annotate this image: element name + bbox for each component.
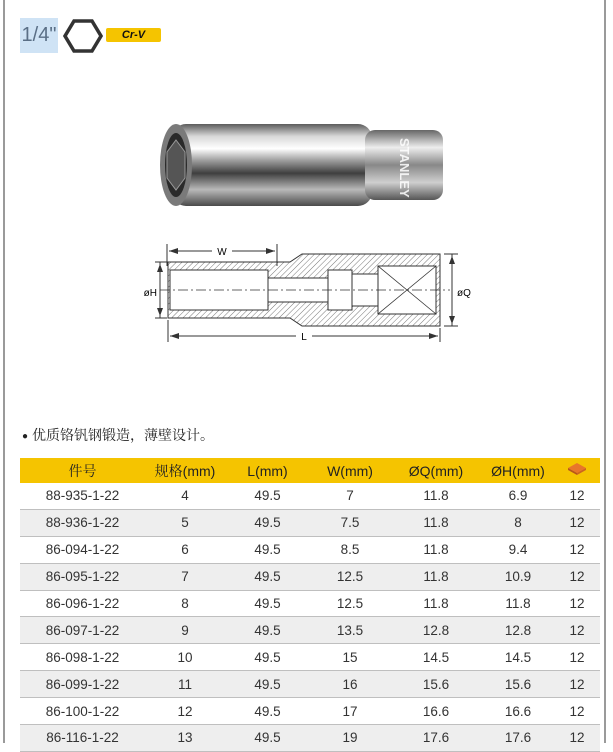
table-cell: 86-098-1-22 [20,644,145,671]
header-length: L(mm) [225,458,310,483]
table-cell: 49.5 [225,563,310,590]
header-outer-diameter: ØQ(mm) [390,458,482,483]
table-cell: 11 [145,671,225,698]
table-cell: 88-936-1-22 [20,509,145,536]
svg-text:STANLEY: STANLEY [397,138,412,198]
table-cell: 11.8 [390,563,482,590]
table-cell: 13.5 [310,617,390,644]
bullet-icon: ● [22,430,29,442]
table-row [20,483,600,509]
hexagon-icon [63,19,103,53]
table-cell: 12 [554,725,600,752]
table-cell: 12 [554,644,600,671]
table-cell: 13 [145,725,225,752]
table-cell: 9.4 [482,536,554,563]
table-cell: 11.8 [390,536,482,563]
table-cell: 5 [145,509,225,536]
table-cell: 12.5 [310,590,390,617]
table-cell: 4 [145,483,225,509]
table-cell: 12.8 [390,617,482,644]
table-cell: 12 [554,483,600,509]
table-row [20,644,600,671]
table-cell: 15.6 [482,671,554,698]
drive-size-badge: 1/4" [20,18,58,53]
page-frame-left [3,0,5,743]
feature-text: 优质铬钒钢锻造，薄壁设计。 [32,427,215,443]
table-cell: 8 [145,590,225,617]
table-cell: 12 [554,536,600,563]
table-cell: 16.6 [390,698,482,725]
table-cell: 49.5 [225,698,310,725]
table-row [20,725,600,752]
table-cell: 86-099-1-22 [20,671,145,698]
material-badge: Cr-V [106,28,161,42]
table-cell: 86-096-1-22 [20,590,145,617]
table-cell: 88-935-1-22 [20,483,145,509]
table-cell: 12 [554,671,600,698]
table-cell: 17.6 [390,725,482,752]
table-cell: 12 [554,617,600,644]
header-part-number: 件号 [20,458,145,483]
table-cell: 86-094-1-22 [20,536,145,563]
table-cell: 14.5 [390,644,482,671]
dimension-h-label: øH [143,288,157,299]
header-size: 规格(mm) [145,458,225,483]
table-cell: 49.5 [225,644,310,671]
dimension-w-label: W [217,247,227,258]
table-cell: 12 [554,509,600,536]
table-cell: 7 [310,483,390,509]
header-width: W(mm) [310,458,390,483]
socket-dimension-drawing [140,236,480,346]
table-cell: 15.6 [390,671,482,698]
table-row [20,671,600,698]
table-cell: 11.8 [390,590,482,617]
table-cell: 86-095-1-22 [20,563,145,590]
header-carton-qty [554,458,600,483]
header-inner-diameter: ØH(mm) [482,458,554,483]
table-row [20,509,600,536]
table-cell: 11.8 [390,509,482,536]
table-cell: 49.5 [225,617,310,644]
table-cell: 12 [145,698,225,725]
table-row [20,563,600,590]
table-cell: 10.9 [482,563,554,590]
table-cell: 17.6 [482,725,554,752]
table-cell: 9 [145,617,225,644]
table-cell: 16.6 [482,698,554,725]
table-cell: 49.5 [225,671,310,698]
table-row [20,617,600,644]
dimension-l-label: L [301,332,307,343]
table-cell: 86-116-1-22 [20,725,145,752]
table-row [20,698,600,725]
table-cell: 49.5 [225,536,310,563]
table-cell: 8 [482,509,554,536]
table-cell: 49.5 [225,725,310,752]
table-cell: 12.5 [310,563,390,590]
table-cell: 12 [554,590,600,617]
table-cell: 19 [310,725,390,752]
table-cell: 11.8 [390,483,482,509]
table-cell: 6 [145,536,225,563]
table-cell: 15 [310,644,390,671]
spec-table [20,458,600,752]
table-row [20,536,600,563]
socket-product-image [160,118,460,213]
page-frame-right [604,0,606,743]
table-cell: 7.5 [310,509,390,536]
table-cell: 49.5 [225,483,310,509]
table-cell: 49.5 [225,509,310,536]
table-cell: 49.5 [225,590,310,617]
table-cell: 16 [310,671,390,698]
table-cell: 12.8 [482,617,554,644]
table-cell: 17 [310,698,390,725]
carton-icon [567,462,587,476]
table-cell: 11.8 [482,590,554,617]
table-cell: 14.5 [482,644,554,671]
table-cell: 6.9 [482,483,554,509]
feature-line [22,425,214,445]
table-cell: 86-097-1-22 [20,617,145,644]
dimension-q-label: øQ [457,288,471,299]
table-cell: 10 [145,644,225,671]
table-row [20,590,600,617]
table-cell: 8.5 [310,536,390,563]
table-cell: 86-100-1-22 [20,698,145,725]
spec-table-header [20,458,600,483]
table-cell: 12 [554,698,600,725]
table-cell: 12 [554,563,600,590]
table-cell: 7 [145,563,225,590]
